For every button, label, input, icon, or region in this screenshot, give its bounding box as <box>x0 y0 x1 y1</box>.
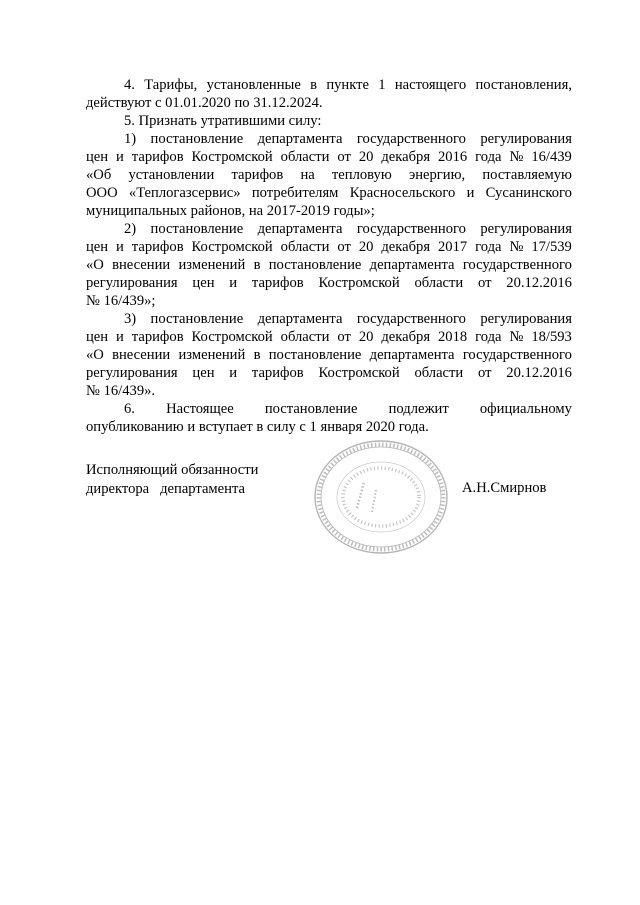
text-line: «О внесении изменений в постановление департамента государственного <box>86 347 572 363</box>
paragraph <box>86 112 572 130</box>
text-line: 6. Настоящее постановление подлежит официальному <box>124 401 572 417</box>
text-line: цен и тарифов Костромской области от 20 декабря 2017 года № 17/539 <box>86 239 572 255</box>
text-line: 1) постановление департамента государственного регулирования <box>124 131 572 147</box>
text-line: 3) постановление департамента государственного регулирования <box>124 311 572 327</box>
text-line: «О внесении изменений в постановление департамента государственного <box>86 257 572 273</box>
text-line: цен и тарифов Костромской области от 20 декабря 2018 года № 18/593 <box>86 329 572 345</box>
text-line: 2) постановление департамента государственного регулирования <box>124 221 572 237</box>
document-body <box>86 76 572 436</box>
text-line: регулирования цен и тарифов Костромской области от 20.12.2016 <box>86 275 572 291</box>
paragraph <box>86 220 572 310</box>
text-line: 5. Признать утратившими силу: <box>124 113 322 129</box>
signatory-name: А.Н.Смирнов <box>462 480 547 496</box>
text-line: 4. Тарифы, установленные в пункте 1 настоящего постановления, <box>124 77 572 93</box>
paragraph <box>86 76 572 112</box>
text-line: № 16/439»; <box>86 293 156 309</box>
official-seal-icon <box>312 438 450 556</box>
signatory-title-line-1: Исполняющий обязанности <box>86 462 259 478</box>
text-line: опубликованию и вступает в силу с 1 января 2020 года. <box>86 419 429 435</box>
text-line: муниципальных районов, на 2017-2019 годы»; <box>86 203 375 219</box>
text-line: действуют с 01.01.2020 по 31.12.2024. <box>86 95 323 111</box>
text-line: регулирования цен и тарифов Костромской области от 20.12.2016 <box>86 365 572 381</box>
signatory-title <box>86 461 258 499</box>
signatory-title-line-2: директора департамента <box>86 481 245 497</box>
text-line: «Об установлении тарифов на тепловую энергию, поставляемую <box>86 167 572 183</box>
paragraph <box>86 310 572 400</box>
text-line: № 16/439». <box>86 383 156 399</box>
paragraph <box>86 400 572 436</box>
text-line: ООО «Теплогазсервис» потребителям Красносельского и Сусанинского <box>86 185 572 201</box>
paragraph <box>86 130 572 220</box>
text-line: цен и тарифов Костромской области от 20 декабря 2016 года № 16/439 <box>86 149 572 165</box>
